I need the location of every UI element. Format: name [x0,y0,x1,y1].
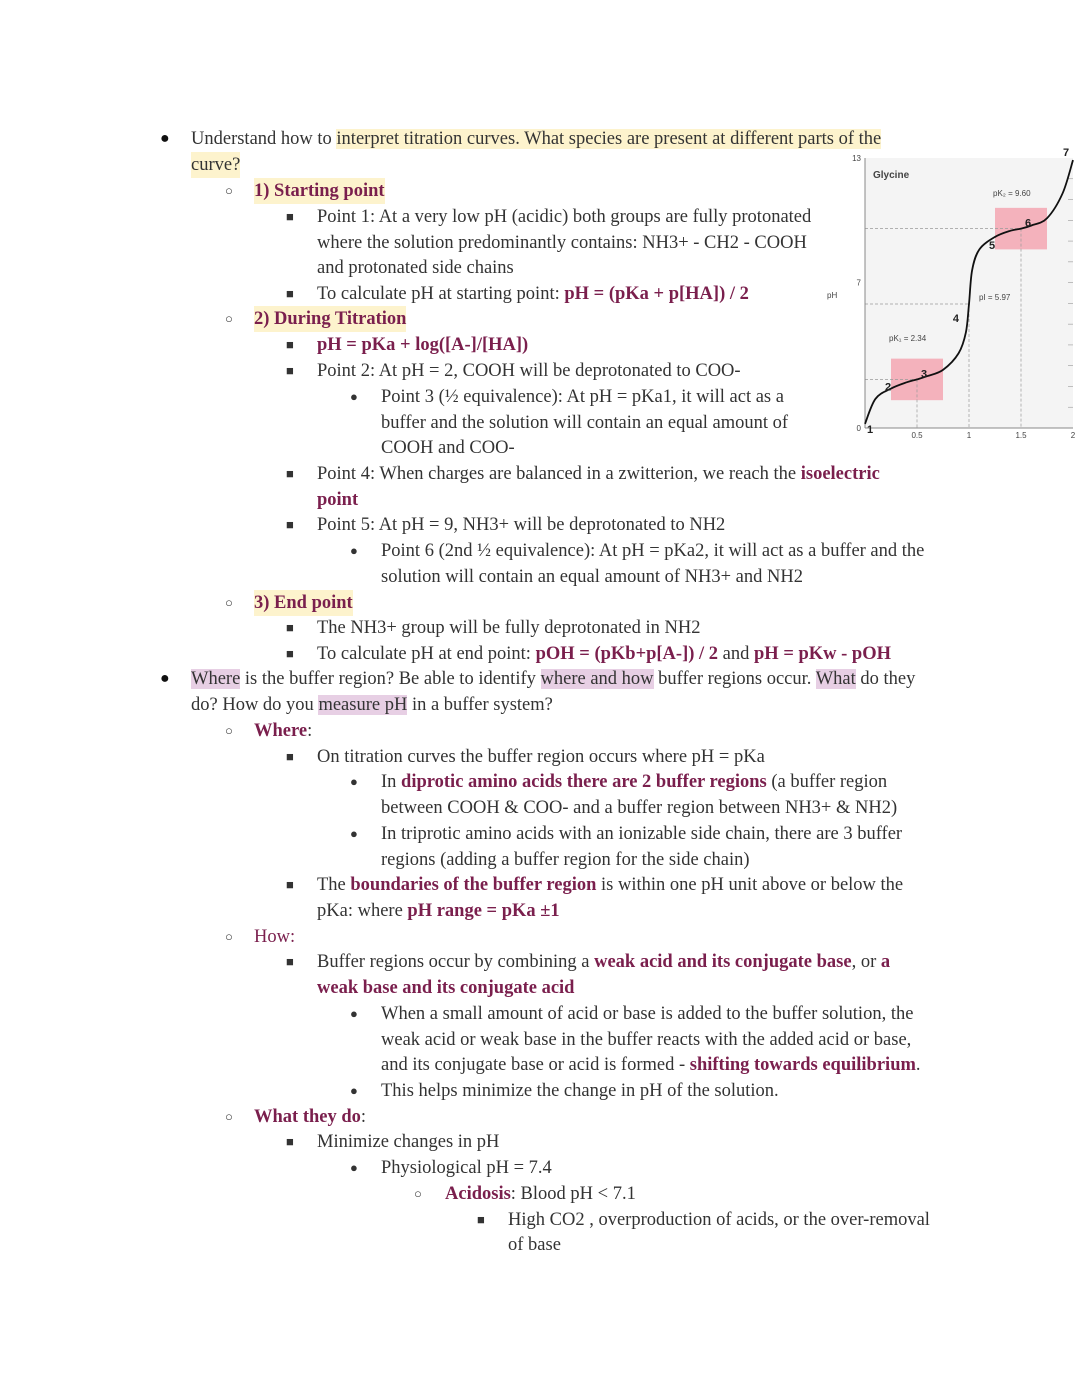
bullet-dot: ● [350,543,358,558]
bullet-dot: ● [350,1083,358,1098]
bullet-square: ■ [286,286,294,301]
text: . [915,1055,921,1075]
formula: pH = pKa + log([A-]/[HA]) [317,335,529,355]
y-axis-label: pH [827,291,838,300]
text: , or [851,952,881,972]
text: : [307,721,313,741]
text: : Blood pH < 7.1 [510,1184,636,1204]
bullet-square: ■ [286,209,294,224]
bold-text: isoelectric [800,464,880,484]
titration-curve-chart [827,147,1076,440]
text: is the buffer region? Be able to identify [240,669,541,689]
bullet-square: ■ [286,363,294,378]
text: is within one pH unit above or below the [596,875,904,895]
bullet-circle: ○ [225,183,233,198]
section-title-what-they-do [254,1104,366,1130]
pk2-annotation: pK₂ = 9.60 [993,189,1031,198]
line [317,872,903,898]
bullet-square: ■ [286,337,294,352]
point-label: 5 [989,239,996,252]
bullet-circle: ○ [225,1109,233,1124]
bullet-square: ■ [286,877,294,892]
bold-text: Where [254,721,308,741]
y-tick-label: 0 [856,424,861,433]
bold-text: pH range = pKa ±1 [407,901,560,921]
text: in a buffer system? [407,695,553,715]
line [381,1052,921,1078]
line [317,641,891,667]
bold-text: weak acid and its conjugate base [594,952,852,972]
text: In [381,772,402,792]
pi-annotation: pI = 5.97 [979,293,1011,302]
bullet-circle: ○ [414,1186,422,1201]
bold-text: a [880,952,891,972]
line [317,461,880,487]
text: and [718,644,755,664]
bullet-dot: ● [350,774,358,789]
line: solution will contain an equal amount of NH3+ and NH2 [381,567,803,587]
bullet-square: ■ [286,466,294,481]
line: between COOH & COO- and a buffer region between NH3+ & NH2) [381,798,898,818]
text: do? How do you [191,695,319,715]
bullet-circle: ○ [225,311,233,326]
text: Point 4: When charges are balanced in a zwitterion, we reach the [317,464,801,484]
bullet-dot: ● [350,1160,358,1175]
bullet-circle: ○ [225,595,233,610]
line: COOH and COO- [381,438,515,458]
line: where the solution predominantly contains: NH3+ - CH2 - COOH [317,233,807,253]
x-tick-label: 2 [1070,431,1076,440]
line: regions (adding a buffer region for the side chain) [381,850,750,870]
highlight-text: What [815,669,856,689]
bold-text: weak base and its conjugate acid [317,978,575,998]
line [191,692,553,718]
line: curve? [191,152,240,178]
text: Buffer regions occur by combining a [317,952,595,972]
bold-text: point [317,490,359,510]
text: To calculate pH at end point: [317,644,536,664]
text: To calculate pH at starting point: [317,284,565,304]
bullet-square: ■ [286,1134,294,1149]
pk1-annotation: pK₁ = 2.34 [889,334,927,343]
x-tick-label: 0.5 [911,431,923,440]
text: do they [855,669,916,689]
section-title-starting-point: 1) Starting point [254,178,385,204]
line: Point 1: At a very low pH (acidic) both groups are fully protonated [317,207,812,227]
bullet-dot: ● [350,826,358,841]
point-label: 1 [867,423,874,436]
bullet-circle: ○ [225,929,233,944]
line: Point 6 (2nd ½ equivalence): At pH = pKa2, it will act as a buffer and the [381,541,925,561]
line: When a small amount of acid or base is added to the buffer solution, the [381,1004,914,1024]
point-label: 6 [1025,217,1032,230]
bullet-circle: ○ [225,723,233,738]
chart-title: Glycine [873,170,910,181]
line [317,281,749,307]
highlight-text: Where [191,669,241,689]
point-label: 7 [1063,147,1070,160]
bold-text: boundaries of the buffer region [350,875,597,895]
bold-text: Acidosis [445,1184,511,1204]
x-tick-label: 1 [966,431,972,440]
section-title-during-titration: 2) During Titration [254,306,406,332]
line [381,769,887,795]
formula: pH = pKw - pOH [754,644,892,664]
text: and its conjugate base or acid is formed - [381,1055,690,1075]
bullet-dot: ● [350,1006,358,1021]
line: Point 5: At pH = 9, NH3+ will be deprotonated to NH2 [317,515,726,535]
x-tick-label: 1.5 [1015,431,1027,440]
highlight-text: measure pH [318,695,408,715]
line: In triprotic amino acids with an ionizable side chain, there are 3 buffer [381,824,903,844]
bullet-square: ■ [286,954,294,969]
bullet-dot: ● [160,130,170,147]
highlight-text: where and how [540,669,654,689]
line: High CO2 , overproduction of acids, or the over-removal [508,1210,930,1230]
text: pKa: where [317,901,408,921]
line [445,1181,636,1207]
text: : [360,1107,367,1127]
line: This helps minimize the change in pH of the solution. [381,1081,779,1101]
section-title-how: How: [254,927,296,947]
highlight-text: interpret titration curves. What species are present at different parts of the [336,129,882,149]
line [317,898,560,924]
section-title-where [254,718,312,744]
line: weak acid or weak base in the buffer reacts with the added acid or base, [381,1030,912,1050]
line: Physiological pH = 7.4 [381,1158,552,1178]
point-label: 3 [921,368,928,381]
text: buffer regions occur. [653,669,816,689]
line: and protonated side chains [317,258,514,278]
formula: pH = (pKa + p[HA]) / 2 [564,284,749,304]
text: Understand how to [191,129,337,149]
line [191,126,881,152]
formula: pOH = (pKb+p[A-]) / 2 [535,644,719,664]
bold-text: What they do [254,1107,361,1127]
text: The [317,875,351,895]
line: of base [508,1235,561,1255]
bullet-square: ■ [286,517,294,532]
bullet-square: ■ [286,646,294,661]
line [317,949,890,975]
bullet-square: ■ [286,620,294,635]
bullet-dot: ● [350,389,358,404]
line: buffer and the solution will contain an equal amount of [381,413,789,433]
bold-text: diprotic amino acids there are 2 buffer regions [401,772,767,792]
y-tick-label: 13 [852,154,861,163]
text: (a buffer region [766,772,888,792]
line: On titration curves the buffer region occurs where pH = pKa [317,747,765,767]
y-tick-label: 7 [856,278,861,288]
point-label: 2 [885,381,892,394]
line: Point 3 (½ equivalence): At pH = pKa1, it will act as a [381,387,784,407]
line: Point 2: At pH = 2, COOH will be deprotonated to COO- [317,361,741,381]
bold-text: shifting towards equilibrium [689,1055,916,1075]
section-title-end-point: 3) End point [254,590,353,616]
line: The NH3+ group will be fully deprotonated in NH2 [317,618,701,638]
line [191,666,915,692]
point-label: 4 [952,312,960,325]
bullet-square: ■ [286,749,294,764]
bullet-dot: ● [160,670,170,687]
bullet-square: ■ [477,1212,485,1227]
line: Minimize changes in pH [317,1132,500,1152]
